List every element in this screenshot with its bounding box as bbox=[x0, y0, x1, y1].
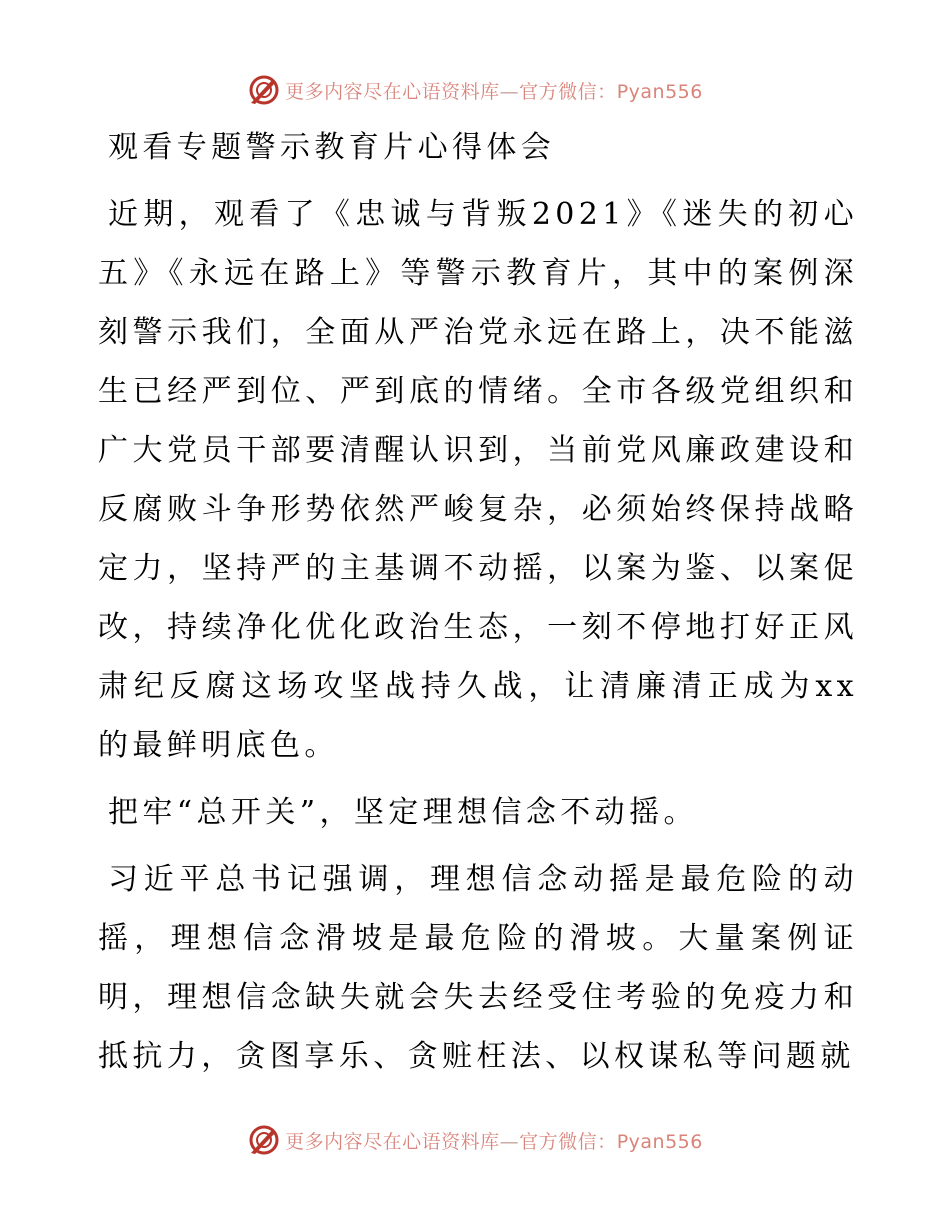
quill-logo-icon bbox=[247, 1123, 281, 1157]
quill-logo-icon bbox=[247, 73, 281, 107]
paragraph-2: 把牢“总开关”，坚定理想信念不动摇。 bbox=[108, 795, 698, 830]
watermark-text: 更多内容尽在心语资料库—官方微信：Pyan556 bbox=[285, 80, 703, 103]
watermark-text: 更多内容尽在心语资料库—官方微信：Pyan556 bbox=[285, 1130, 703, 1153]
header-watermark bbox=[0, 72, 950, 108]
document-body bbox=[98, 118, 858, 1094]
paragraph-1: 近期，观看了《忠诚与背叛2021》《迷失的初心五》《永远在路上》等警示教育片，其中的案例深刻警示我们，全面从严治党永远在路上，决不能滋生已经严到位、严到底的情绪。全市各级党组织和广大党员干部要清醒认识到，当前党风廉政建设和反腐败斗争形势依然严峻复杂，必须始终保持战略定力，坚持严的主基调不动摇，以案为鉴、以案促改，持续净化优化政治生态，一刻不停地打好正风肃纪反腐这场攻坚战持久战，让清廉清正成为xx的最鲜明底色。 bbox=[98, 197, 858, 763]
paragraph-3: 习近平总书记强调，理想信念动摇是最危险的动摇，理想信念滑坡是最危险的滑坡。大量案例证明，理想信念缺失就会失去经受住考验的免疫力和抵抗力，贪图享乐、贪赃枉法、以权谋私等问题就 bbox=[98, 862, 858, 1074]
document-title: 观看专题警示教育片心得体会 bbox=[108, 130, 556, 165]
footer-watermark bbox=[0, 1122, 950, 1158]
